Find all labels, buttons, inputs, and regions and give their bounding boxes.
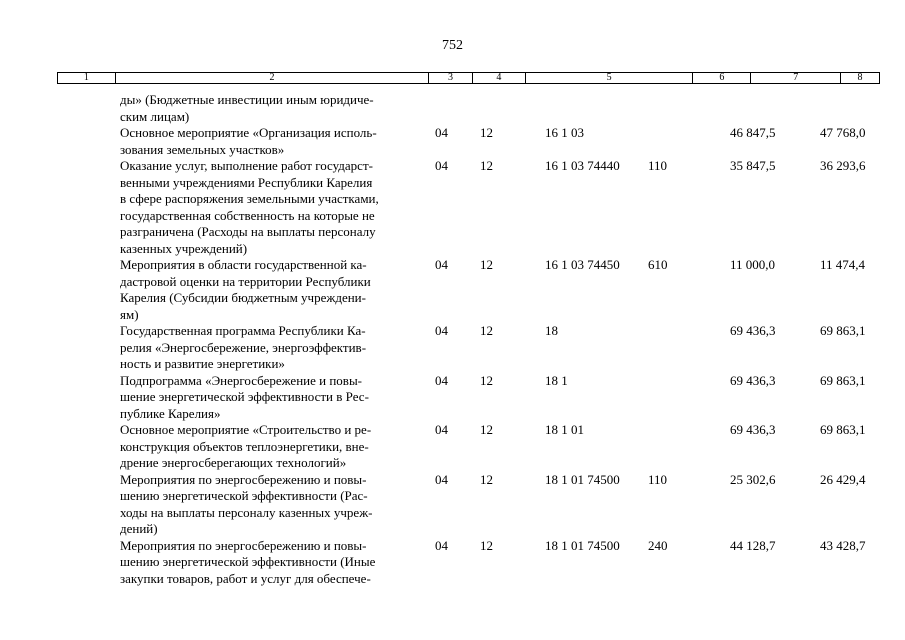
row-name-line: Подпрограмма «Энергосбережение и повы- [120,372,363,388]
row-name-line: закупки товаров, работ и услуг для обеспече- [120,570,371,586]
table-row [0,422,905,472]
amount-year-1: 46 847,5 [730,125,776,140]
amount-year-2: 36 293,6 [820,158,866,173]
subsection-code: 12 [480,257,493,272]
target-article-code: 18 1 01 74500 [545,471,620,487]
row-name [120,422,420,472]
page-number: 752 [442,38,463,53]
subsection-code: 12 [480,537,493,553]
column-number-7: 7 [751,73,841,83]
row-name-line: казенных учреждений) [120,240,248,256]
section-code: 04 [435,257,448,272]
amount-year-1: 35 847,5 [730,158,776,173]
table-row [0,158,905,257]
target-article-code: 18 [545,323,558,338]
target-article-code: 18 1 01 74500 [545,537,620,553]
row-name-line: релия «Энергосбережение, энергоэффектив- [120,339,367,355]
row-name-line: конструкция объектов теплоэнергетики, вне- [120,438,369,454]
table-row [0,538,905,588]
amount-year-2: 11 474,4 [820,257,866,272]
row-name-line: шению энергетической эффективности (Иные [120,554,376,569]
amount-year-2: 26 429,4 [820,471,866,487]
column-number-5: 5 [526,73,694,83]
subsection-code: 12 [480,125,493,140]
row-name-line: ям) [120,306,139,322]
row-name-line: ды» (Бюджетные инвестиции иным юридиче- [120,92,374,107]
subsection-code: 12 [480,323,493,338]
amount-year-2: 47 768,0 [820,125,866,140]
row-name-line: Оказание услуг, выполнение работ государст- [120,158,373,173]
row-name-line: дастровой оценки на территории Республики [120,273,371,289]
target-article-code: 16 1 03 74450 [545,257,620,272]
target-article-code: 18 1 01 [545,422,584,437]
amount-year-2: 43 428,7 [820,537,866,553]
row-name-line: венными учреждениями Республики Карелия [120,174,373,190]
subsection-code: 12 [480,422,493,437]
section-code: 04 [435,125,448,140]
row-name [120,125,420,158]
row-name-line: ходы на выплаты персоналу казенных учреж- [120,504,373,520]
expense-type-code: 610 [648,257,668,272]
table-column-numbers [57,72,880,84]
column-number-8: 8 [857,72,863,83]
row-name-line: дрение энергосберегающих технологий» [120,455,347,470]
table-row [0,323,905,373]
column-number-1: 1 [58,73,116,83]
row-name-line: ским лицам) [120,108,190,124]
amount-year-2: 69 863,1 [820,323,866,338]
table-row [0,373,905,423]
amount-year-1: 69 436,3 [730,323,776,338]
row-name-line: дений) [120,521,158,536]
row-name-line: Государственная программа Республики Ка- [120,323,366,338]
row-name [120,92,420,125]
section-code: 04 [435,323,448,338]
row-name [120,158,420,257]
expense-type-code: 240 [648,537,668,553]
row-name [120,538,420,588]
subsection-code: 12 [480,158,493,173]
section-code: 04 [435,422,448,437]
row-name [120,373,420,423]
expense-type-code: 110 [648,471,668,487]
table-row [0,472,905,538]
row-name-line: Мероприятия по энергосбережению и повы- [120,471,367,487]
section-code: 04 [435,372,448,388]
row-name-line: Карелия (Субсидии бюджетным учреждени- [120,290,366,305]
column-number-2: 2 [116,73,429,83]
row-name-line: зования земельных участков» [120,141,285,157]
amount-year-1: 69 436,3 [730,372,776,388]
target-article-code: 18 1 [545,372,568,388]
amount-year-1: 44 128,7 [730,537,776,553]
amount-year-1: 69 436,3 [730,422,776,437]
row-name-line: ность и развитие энергетики» [120,356,285,371]
row-name [120,323,420,373]
table-row [0,125,905,158]
target-article-code: 16 1 03 74440 [545,158,620,173]
budget-table-body [0,92,905,587]
section-code: 04 [435,158,448,173]
amount-year-1: 11 000,0 [730,257,776,272]
subsection-code: 12 [480,372,493,388]
section-code: 04 [435,537,448,553]
target-article-code: 16 1 03 [545,125,584,140]
amount-year-1: 25 302,6 [730,471,776,487]
row-name-line: Мероприятия в области государственной ка- [120,257,367,272]
row-name-line: шению энергетической эффективности (Рас- [120,488,368,503]
subsection-code: 12 [480,471,493,487]
row-name [120,472,420,538]
section-code: 04 [435,471,448,487]
row-name-line: Основное мероприятие «Организация исполь- [120,125,377,140]
row-name-line: в сфере распоряжения земельными участками, [120,191,379,206]
row-name-line: разграничена (Расходы на выплаты персоналу [120,224,376,239]
row-name-line: Основное мероприятие «Строительство и ре- [120,422,372,437]
row-name-line: Мероприятия по энергосбережению и повы- [120,537,367,553]
table-row [0,257,905,323]
row-name-line: шение энергетической эффективности в Рес- [120,389,369,404]
amount-year-2: 69 863,1 [820,372,866,388]
amount-year-2: 69 863,1 [820,422,866,437]
row-name [120,257,420,323]
expense-type-code: 110 [648,158,668,173]
table-row [0,92,905,125]
column-number-4: 4 [473,73,526,83]
column-number-3: 3 [429,73,473,83]
row-name-line: государственная собственность на которые не [120,207,375,223]
column-number-6: 6 [693,73,751,83]
row-name-line: публике Карелия» [120,405,221,421]
